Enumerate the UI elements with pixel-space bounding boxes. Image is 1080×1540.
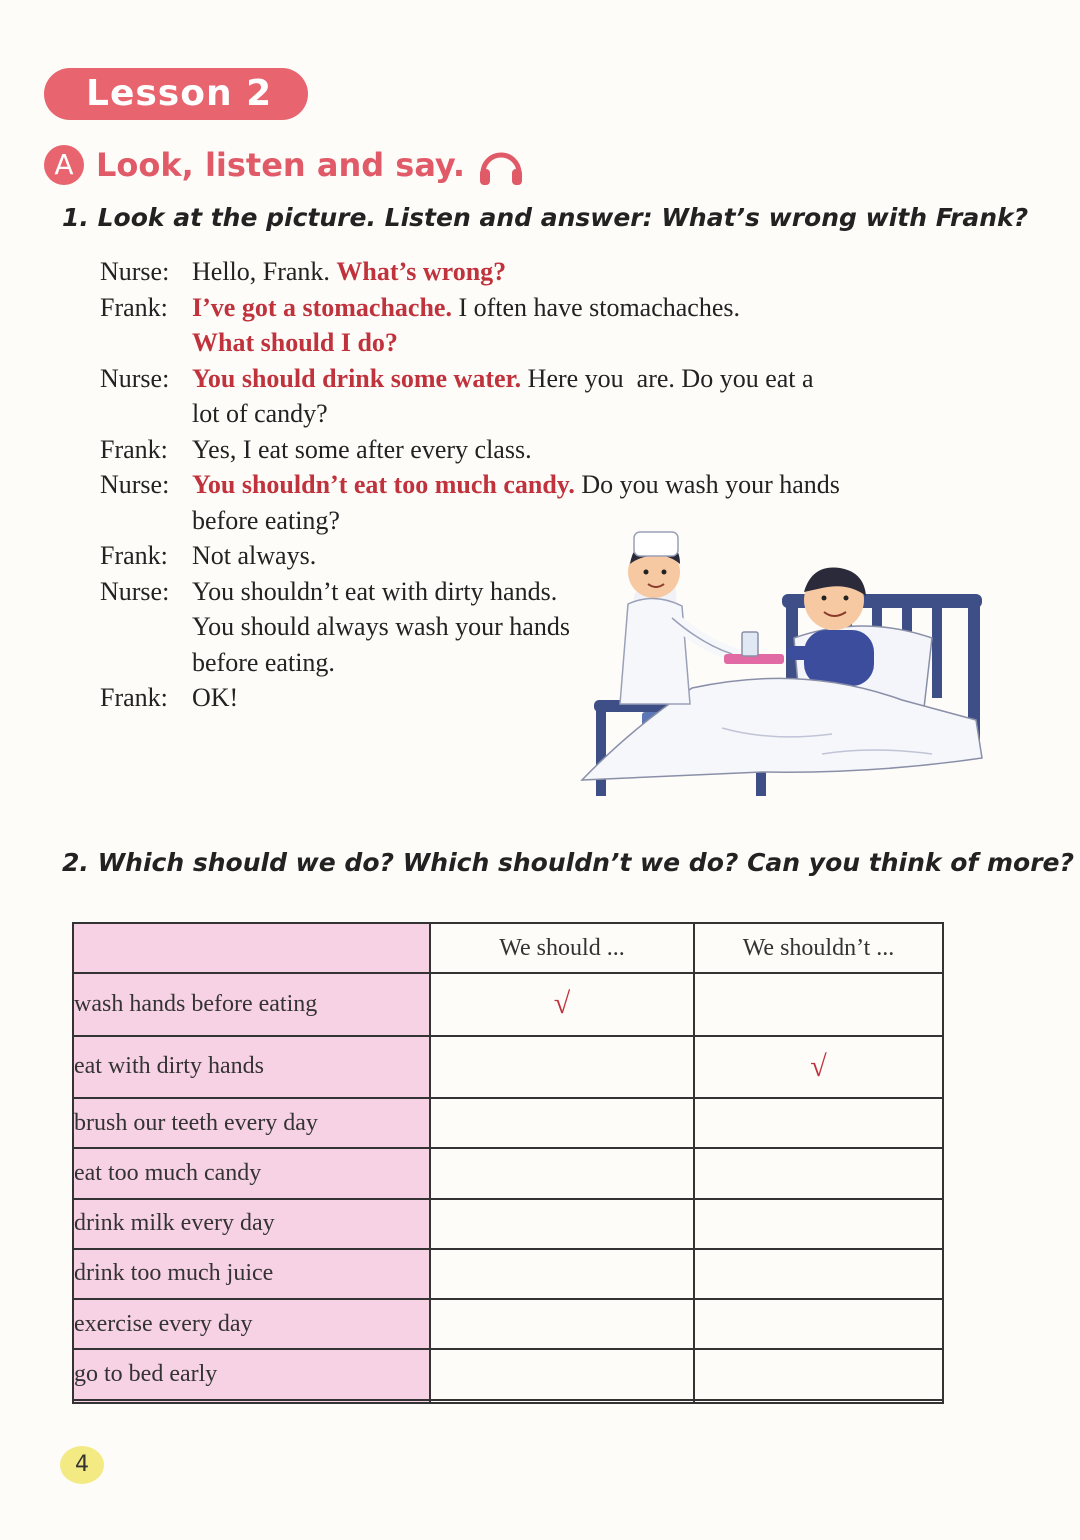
section-letter-badge: A — [44, 145, 84, 185]
shouldnt-cell[interactable] — [694, 1400, 943, 1404]
header-corner-cell — [73, 923, 430, 973]
plain-text: I often have stomachaches. — [451, 292, 740, 322]
speaker-label: Nurse: — [100, 363, 170, 393]
should-cell[interactable] — [430, 1098, 694, 1148]
table-row — [73, 1199, 943, 1249]
plain-text: OK! — [192, 683, 239, 712]
table-row — [73, 1036, 943, 1098]
plain-text: Not always. — [192, 541, 317, 570]
shouldnt-cell[interactable] — [694, 973, 943, 1035]
speaker-label: Frank: — [100, 292, 168, 322]
speaker-label: Nurse: — [100, 257, 170, 286]
speaker-label — [100, 396, 192, 432]
plain-text: Hello, Frank. — [192, 257, 337, 286]
speech-text — [192, 254, 940, 290]
row-label-cell: brush our teeth every day — [73, 1098, 430, 1148]
shouldnt-cell[interactable] — [694, 1148, 943, 1198]
key-phrase: What’s wrong? — [336, 257, 507, 286]
plain-text: Here you are. Do you eat a — [521, 363, 814, 393]
key-phrase: You should drink some water. — [192, 363, 522, 393]
dialogue-line — [100, 325, 940, 361]
dialogue-line — [100, 432, 940, 468]
should-cell[interactable] — [430, 1148, 694, 1198]
speech-text — [192, 467, 940, 503]
key-phrase: What should I do? — [192, 328, 398, 357]
table-row — [73, 1148, 943, 1198]
table-row — [73, 1098, 943, 1148]
column-header: We should ... — [430, 923, 694, 973]
lesson-title-badge: Lesson 2 — [44, 68, 308, 120]
speaker-label: Frank: — [100, 683, 168, 712]
row-label-cell: drink milk every day — [73, 1199, 430, 1249]
nurse-and-patient-illustration — [572, 528, 992, 798]
shouldnt-cell[interactable] — [694, 1299, 943, 1349]
section-title: Look, listen and say. — [96, 146, 465, 184]
dialogue-line — [100, 467, 940, 503]
dialogue-line — [100, 396, 940, 432]
instruction-1: 1. Look at the picture. Listen and answer: What’s wrong with Frank? — [62, 203, 1029, 232]
plain-text: You should always wash your hands — [192, 612, 570, 641]
speaker-label — [100, 325, 192, 361]
headphones-icon — [477, 143, 525, 187]
should-cell[interactable] — [430, 1249, 694, 1299]
plain-text: Yes, I eat some after every class. — [192, 434, 532, 464]
table-row — [73, 1299, 943, 1349]
table-row — [73, 1249, 943, 1299]
row-label-cell: wash hands before eating — [73, 973, 430, 1035]
row-label-cell — [73, 1400, 430, 1404]
table-header-row — [73, 923, 943, 973]
section-a-heading — [44, 145, 525, 185]
dialogue-line — [100, 361, 940, 397]
speaker-label: Nurse: — [100, 470, 170, 499]
shouldnt-cell[interactable] — [694, 1249, 943, 1299]
should-cell[interactable] — [430, 1400, 694, 1404]
dialogue-line — [100, 254, 940, 290]
speech-text — [192, 432, 940, 468]
shouldnt-cell[interactable]: √ — [694, 1036, 943, 1098]
should-cell[interactable] — [430, 1299, 694, 1349]
instruction-2: 2. Which should we do? Which shouldn’t we do? Can you think of more? — [62, 848, 1074, 877]
table-row — [73, 1400, 943, 1404]
should-cell[interactable] — [430, 1036, 694, 1098]
speaker-label — [100, 609, 192, 645]
table-row — [73, 1349, 943, 1399]
row-label-cell: exercise every day — [73, 1299, 430, 1349]
should-cell[interactable] — [430, 1199, 694, 1249]
speech-text — [192, 325, 940, 361]
speaker-label — [100, 503, 192, 539]
should-cell[interactable]: √ — [430, 973, 694, 1035]
row-label-cell: eat with dirty hands — [73, 1036, 430, 1098]
plain-text: Do you wash your hands — [574, 470, 840, 499]
plain-text: You shouldn’t eat with dirty hands. — [192, 576, 558, 606]
should-shouldnt-table — [72, 922, 944, 1404]
key-phrase: I’ve got a stomachache. — [192, 292, 452, 322]
key-phrase: You shouldn’t eat too much candy. — [192, 470, 575, 499]
shouldnt-cell[interactable] — [694, 1349, 943, 1399]
row-label-cell: drink too much juice — [73, 1249, 430, 1299]
speech-text — [192, 290, 940, 326]
shouldnt-cell[interactable] — [694, 1098, 943, 1148]
speech-text — [192, 396, 940, 432]
speaker-label — [100, 645, 192, 681]
table-row — [73, 973, 943, 1035]
speaker-label: Nurse: — [100, 576, 170, 606]
speaker-label: Frank: — [100, 541, 168, 570]
column-header: We shouldn’t ... — [694, 923, 943, 973]
row-label-cell: eat too much candy — [73, 1148, 430, 1198]
plain-text: lot of candy? — [192, 399, 328, 428]
plain-text: before eating. — [192, 647, 335, 677]
plain-text: before eating? — [192, 505, 340, 535]
should-cell[interactable] — [430, 1349, 694, 1399]
page-number: 4 — [60, 1446, 104, 1484]
dialogue-line — [100, 290, 940, 326]
shouldnt-cell[interactable] — [694, 1199, 943, 1249]
speech-text — [192, 361, 940, 397]
speaker-label: Frank: — [100, 434, 168, 464]
row-label-cell: go to bed early — [73, 1349, 430, 1399]
